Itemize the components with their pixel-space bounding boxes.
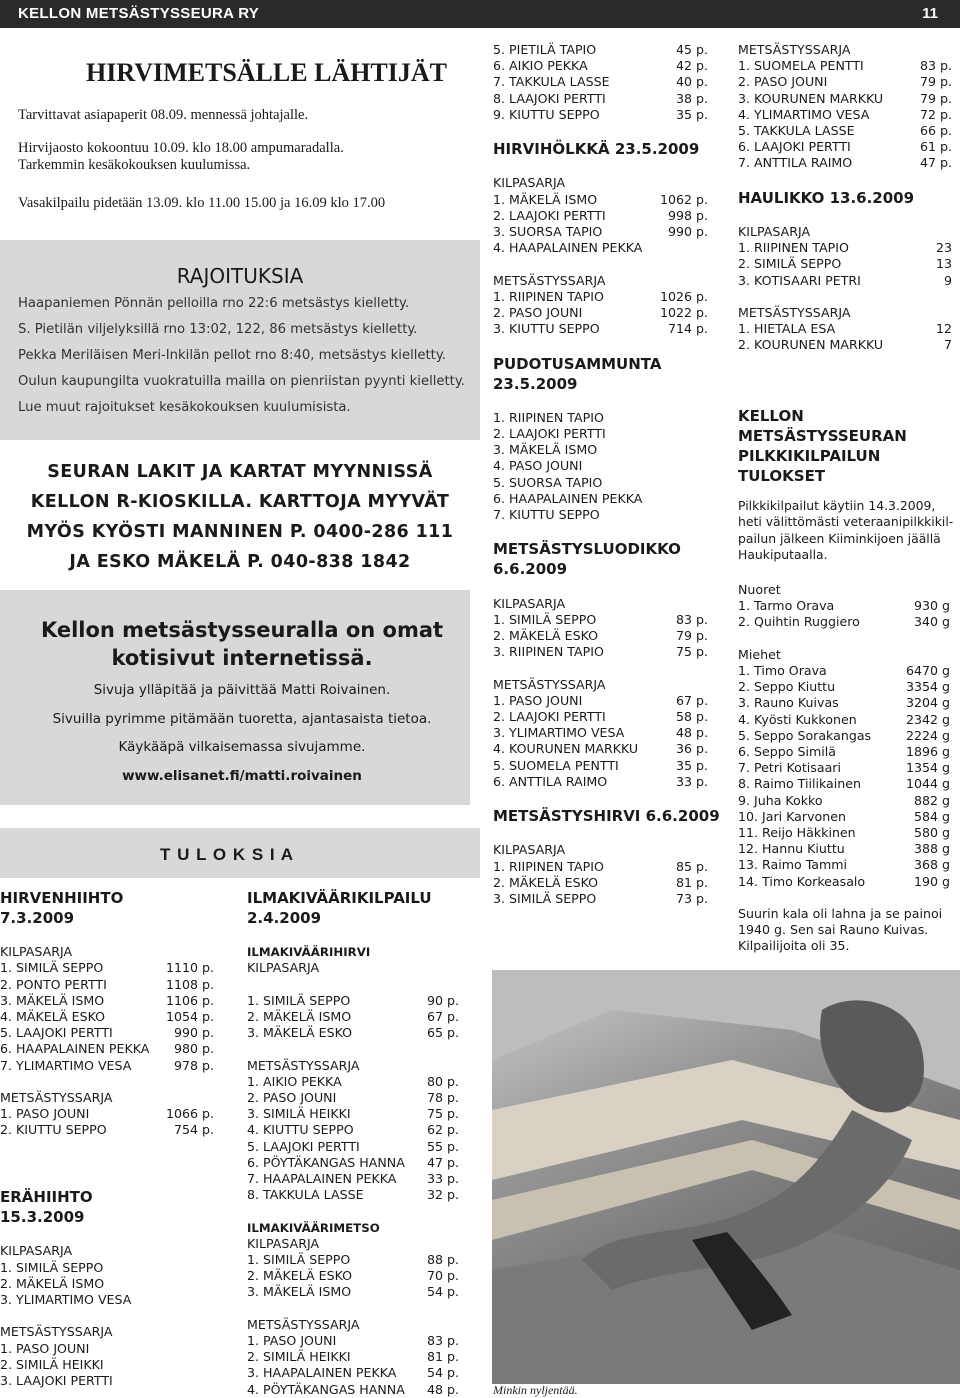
ice-footer-line: 1940 g. Sen sai Rauno Kuivas.: [738, 922, 929, 938]
restriction-line: S. Pietilän viljelyksillä rno 13:02, 122, 86 metsästys kielletty.: [18, 322, 418, 337]
result-name: 1. RIIPINEN TAPIO: [493, 858, 604, 874]
result-value: 1026 p.: [659, 288, 708, 304]
result-name: 1. AIKIO PEKKA: [247, 1073, 342, 1089]
result-name: 1. SIMILÄ SEPPO: [0, 1259, 104, 1275]
hunters-title: HIRVIMETSÄLLE LÄHTIJÄT: [86, 58, 448, 87]
sale-line: MYÖS KYÖSTI MANNINEN P. 0400-286 111: [26, 522, 454, 542]
result-value: 33 p.: [675, 773, 708, 789]
result-value: 47 p.: [426, 1154, 459, 1170]
result-name: 1. PASO JOUNI: [0, 1106, 90, 1122]
result-name: 1. SIMILÄ SEPPO: [0, 960, 104, 976]
result-name: 6. HAAPALAINEN PEKKA: [493, 490, 643, 506]
result-name: 1. RIIPINEN TAPIO: [493, 288, 604, 304]
result-value: 54 p.: [426, 1365, 459, 1381]
section-heading: 23.5.2009: [493, 374, 578, 393]
series-label: METSÄSTYSSARJA: [0, 1324, 113, 1340]
result-value: 48 p.: [426, 1381, 459, 1397]
sale-line: KELLON R-KIOSKILLA. KARTTOJA MYYVÄT: [30, 492, 450, 512]
restriction-line: Lue muut rajoitukset kesäkokouksen kuulumisista.: [18, 400, 351, 415]
result-value: 67 p.: [675, 692, 708, 708]
ice-result-weight: 930 g: [913, 598, 950, 614]
result-name: 3. MÄKELÄ ISMO: [247, 1284, 352, 1300]
result-value: 990 p.: [173, 1025, 214, 1041]
section-heading: HAULIKKO 13.6.2009: [738, 188, 915, 207]
ice-result-weight: 2224 g: [905, 727, 950, 743]
ice-title: KELLON: [738, 407, 804, 425]
result-name: 3. YLIMARTIMO VESA: [0, 1292, 132, 1307]
result-value: 75 p.: [426, 1106, 459, 1122]
result-value: 1054 p.: [165, 1009, 214, 1024]
result-name: 1. RIIPINEN TAPIO: [738, 240, 849, 256]
ice-result-weight: 584 g: [913, 808, 950, 824]
result-value: 80 p.: [426, 1073, 459, 1089]
result-name: 2. PASO JOUNI: [247, 1090, 337, 1105]
result-value: 55 p.: [426, 1138, 459, 1154]
hunters-line-4: Vasakilpailu pidetään 13.09. klo 11.00 15.00 ja 16.09 klo 17.00: [18, 195, 386, 211]
result-value: 1022 p.: [659, 305, 708, 320]
ice-result-weight: 1354 g: [905, 760, 950, 776]
result-value: 33 p.: [426, 1171, 459, 1186]
section-heading: HIRVIHÖLKKÄ 23.5.2009: [493, 140, 700, 159]
result-value: 67 p.: [426, 1009, 459, 1024]
result-name: 1. SUOMELA PENTTI: [738, 58, 864, 74]
result-value: 1066 p.: [165, 1106, 214, 1122]
header-title: KELLON METSÄSTYSSEURA RY: [18, 5, 260, 22]
restriction-line: Haapaniemen Pönnän pelloilla rno 22:6 metsästys kielletty.: [18, 296, 410, 311]
result-value: 79 p.: [919, 90, 952, 106]
result-name: 3. SIMILÄ SEPPO: [493, 891, 597, 906]
result-name: 5. PIETILÄ TAPIO: [493, 42, 597, 57]
result-name: 6. PÖYTÄKANGAS HANNA: [247, 1154, 405, 1170]
restriction-line: Oulun kaupungilta vuokratuilla mailla on pienriistan pyynti kielletty.: [18, 374, 465, 389]
result-value: 1106 p.: [165, 992, 214, 1008]
ice-result-weight: 190 g: [913, 873, 950, 889]
result-name: 7. KIUTTU SEPPO: [493, 507, 600, 522]
result-value: 78 p.: [426, 1090, 459, 1105]
result-name: 7. TAKKULA LASSE: [493, 74, 610, 90]
website-title: Kellon metsästysseuralla on omat: [40, 618, 444, 642]
website-line: Sivuja ylläpitää ja päivittää Matti Roivainen.: [93, 682, 391, 698]
result-value: 47 p.: [919, 155, 952, 171]
result-name: 1. PASO JOUNI: [493, 692, 583, 708]
result-value: 1108 p.: [165, 976, 214, 992]
section-heading: ILMAKIVÄÄRIKILPAILU: [247, 889, 432, 907]
result-value: 45 p.: [675, 42, 708, 57]
website-title: kotisivut internetissä.: [111, 646, 373, 670]
result-name: 8. LAAJOKI PERTTI: [493, 90, 606, 106]
series-label: KILPASARJA: [247, 1235, 320, 1251]
ice-footer-line: Kilpailijoita oli 35.: [738, 938, 850, 954]
result-value: 62 p.: [426, 1122, 459, 1138]
result-value: 66 p.: [919, 123, 952, 138]
result-value: 980 p.: [173, 1041, 214, 1057]
result-name: 3. KIUTTU SEPPO: [493, 321, 600, 337]
series-label: METSÄSTYSSARJA: [738, 42, 851, 57]
result-value: 61 p.: [919, 139, 952, 155]
result-value: 70 p.: [426, 1268, 459, 1284]
result-name: 5. LAAJOKI PERTTI: [0, 1025, 113, 1041]
result-value: 1110 p.: [165, 960, 214, 976]
restriction-line: Pekka Meriläisen Meri-Inkilän pellot rno 8:40, metsästys kielletty.: [18, 348, 446, 363]
result-name: 3. YLIMARTIMO VESA: [493, 725, 625, 741]
series-label: METSÄSTYSSARJA: [247, 1316, 360, 1332]
ice-result-name: 2. Quihtin Ruggiero: [738, 614, 860, 630]
result-name: 4. PASO JOUNI: [493, 458, 583, 474]
result-name: 3. MÄKELÄ ESKO: [247, 1025, 353, 1041]
result-name: 3. SIMILÄ HEIKKI: [247, 1106, 351, 1122]
result-name: 2. LAAJOKI PERTTI: [493, 207, 606, 223]
result-value: 42 p.: [675, 58, 708, 74]
photo-caption: Minkin nyljentää.: [493, 1383, 578, 1397]
ice-fishing-section: [738, 406, 960, 486]
result-name: 4. HAAPALAINEN PEKKA: [493, 240, 643, 256]
result-value: 75 p.: [675, 644, 708, 660]
result-name: 5. TAKKULA LASSE: [738, 123, 855, 138]
result-value: 58 p.: [675, 709, 708, 724]
website-line: Käykääpä vilkaisemassa sivujamme.: [118, 739, 366, 755]
section-heading: METSÄSTYSHIRVI 6.6.2009: [493, 807, 720, 826]
series-label: ILMAKIVÄÄRIMETSO: [247, 1220, 380, 1235]
result-name: 4. YLIMARTIMO VESA: [738, 106, 870, 122]
result-name: 2. MÄKELÄ ESKO: [493, 874, 599, 890]
men-label: Miehet: [738, 646, 781, 662]
result-value: 85 p.: [675, 858, 708, 874]
series-label: METSÄSTYSSARJA: [493, 272, 606, 288]
result-value: 83 p.: [426, 1333, 459, 1348]
ice-title: TULOKSET: [738, 467, 826, 485]
result-name: 2. SIMILÄ SEPPO: [738, 256, 842, 272]
result-value: 754 p.: [173, 1122, 214, 1138]
series-label: KILPASARJA: [738, 224, 811, 239]
result-value: 1062 p.: [659, 191, 708, 207]
ice-result-weight: 882 g: [913, 792, 950, 808]
result-name: 1. PASO JOUNI: [0, 1340, 90, 1356]
result-name: 2. SIMILÄ HEIKKI: [247, 1349, 351, 1365]
ice-result-name: 5. Seppo Sorakangas: [738, 727, 872, 743]
result-name: 3. KOTISAARI PETRI: [738, 272, 861, 288]
result-name: 2. PASO JOUNI: [493, 305, 583, 320]
result-name: 7. ANTTILA RAIMO: [738, 155, 853, 171]
series-label: KILPASARJA: [493, 842, 566, 858]
series-label: KILPASARJA: [247, 960, 320, 976]
ice-result-weight: 2342 g: [905, 711, 950, 727]
result-name: 6. ANTTILA RAIMO: [493, 773, 608, 789]
result-name: 6. HAAPALAINEN PEKKA: [0, 1041, 150, 1057]
result-value: 978 p.: [173, 1057, 214, 1073]
result-name: 4. KIUTTU SEPPO: [247, 1122, 354, 1138]
series-label: METSÄSTYSSARJA: [0, 1090, 113, 1105]
result-value: 72 p.: [919, 106, 952, 122]
restrictions-title: RAJOITUKSIA: [176, 264, 304, 288]
ice-intro-line: heti välittömästi veteraanipilkkikil-: [738, 514, 954, 530]
section-heading: PUDOTUSAMMUNTA: [493, 354, 662, 373]
result-value: 38 p.: [675, 90, 708, 106]
result-value: 12: [935, 321, 952, 337]
ice-result-name: 9. Juha Kokko: [738, 792, 823, 808]
ice-result-name: 4. Kyösti Kukkonen: [738, 711, 857, 727]
result-name: 4. MÄKELÄ ESKO: [0, 1009, 106, 1024]
section-heading: HIRVENHIIHTO: [0, 889, 124, 907]
hunters-line-3: Tarkemmin kesäkokouksen kuulumissa.: [18, 157, 251, 173]
result-value: 73 p.: [675, 891, 708, 906]
series-label: KILPASARJA: [0, 944, 73, 960]
hunters-line-2: Hirvijaosto kokoontuu 10.09. klo 18.00 ampumaradalla.: [18, 140, 344, 156]
result-name: 2. MÄKELÄ ISMO: [0, 1275, 105, 1291]
result-value: 990 p.: [667, 224, 708, 239]
series-label: METSÄSTYSSARJA: [247, 1057, 360, 1073]
ice-result-weight: 3204 g: [905, 695, 950, 711]
result-name: 2. MÄKELÄ ESKO: [247, 1268, 353, 1284]
juniors-label: Nuoret: [738, 582, 781, 597]
ice-intro-line: Pilkkikilpailut käytiin 14.3.2009,: [738, 498, 936, 513]
result-name: 6. LAAJOKI PERTTI: [738, 139, 851, 155]
section-heading: 6.6.2009: [493, 560, 568, 579]
result-name: 3. HAAPALAINEN PEKKA: [247, 1365, 397, 1381]
ice-title: PILKKIKILPAILUN: [738, 447, 881, 465]
page-number: 11: [922, 5, 938, 22]
result-name: 2. PONTO PERTTI: [0, 976, 107, 992]
result-value: 48 p.: [675, 725, 708, 741]
ice-result-weight: 580 g: [913, 825, 950, 840]
result-name: 7. HAAPALAINEN PEKKA: [247, 1171, 397, 1186]
section-heading: ERÄHIIHTO: [0, 1188, 93, 1207]
series-label: METSÄSTYSSARJA: [493, 676, 606, 692]
ice-result-weight: 1896 g: [905, 744, 950, 759]
sale-line: JA ESKO MÄKELÄ P. 040-838 1842: [69, 552, 411, 572]
ice-result-weight: 6470 g: [905, 663, 950, 678]
ice-footer-line: Suurin kala oli lahna ja se painoi: [738, 906, 943, 921]
series-label: KILPASARJA: [493, 595, 566, 611]
ice-result-weight: 3354 g: [905, 679, 950, 695]
ice-intro-line: Haukiputaalla.: [738, 546, 828, 562]
result-name: 5. SUORSA TAPIO: [493, 474, 603, 490]
result-name: 4. KOURUNEN MARKKU: [493, 741, 639, 757]
series-label: ILMAKIVÄÄRIHIRVI: [247, 945, 371, 960]
series-label: KILPASARJA: [493, 175, 566, 191]
ice-result-weight: 1044 g: [905, 776, 950, 792]
ice-result-name: 2. Seppo Kiuttu: [738, 679, 836, 695]
ice-result-name: 12. Hannu Kiuttu: [738, 841, 845, 857]
result-name: 7. YLIMARTIMO VESA: [0, 1057, 132, 1073]
result-name: 3. KOURUNEN MARKKU: [738, 90, 884, 106]
result-value: 32 p.: [426, 1187, 459, 1203]
restrictions-box: [0, 240, 480, 440]
result-value: 79 p.: [675, 628, 708, 643]
ice-result-name: 7. Petri Kotisaari: [738, 760, 841, 776]
results-title: T U L O K S I A: [160, 845, 295, 864]
result-name: 2. LAAJOKI PERTTI: [493, 426, 606, 441]
result-value: 65 p.: [426, 1025, 459, 1041]
hunters-line-1: Tarvittavat asiapaperit 08.09. mennessä johtajalle.: [18, 107, 309, 123]
result-value: 35 p.: [675, 106, 708, 122]
ice-result-weight: 388 g: [913, 841, 950, 857]
result-value: 23: [935, 240, 952, 256]
ice-result-name: 1. Timo Orava: [738, 663, 827, 678]
result-value: 9: [943, 272, 952, 288]
ice-result-name: 6. Seppo Similä: [738, 744, 836, 759]
result-value: 36 p.: [675, 741, 708, 757]
result-name: 1. HIETALA ESA: [738, 321, 836, 337]
result-name: 2. MÄKELÄ ESKO: [493, 628, 599, 643]
page-header: [0, 0, 960, 28]
result-value: 7: [943, 337, 952, 353]
result-name: 2. SIMILÄ HEIKKI: [0, 1356, 104, 1372]
result-name: 3. MÄKELÄ ISMO: [0, 992, 105, 1008]
ice-result-weight: 368 g: [913, 857, 950, 873]
website-line: Sivuilla pyrimme pitämään tuoretta, ajantasaista tietoa.: [52, 711, 432, 727]
ice-intro-line: pailun jälkeen Kiiminkijoen jäällä: [738, 530, 941, 546]
result-name: 5. LAAJOKI PERTTI: [247, 1138, 360, 1154]
series-label: KILPASARJA: [0, 1243, 73, 1259]
result-name: 3. LAAJOKI PERTTI: [0, 1373, 113, 1388]
result-name: 3. RIIPINEN TAPIO: [493, 644, 604, 660]
result-name: 8. TAKKULA LASSE: [247, 1187, 364, 1203]
ice-title: METSÄSTYSSEURAN: [738, 427, 907, 445]
result-name: 2. PASO JOUNI: [738, 74, 828, 90]
result-name: 2. KIUTTU SEPPO: [0, 1122, 107, 1138]
photo-illustration: [492, 970, 960, 1384]
ice-result-name: 10. Jari Karvonen: [738, 808, 846, 824]
result-name: 9. KIUTTU SEPPO: [493, 106, 600, 122]
result-value: 79 p.: [919, 74, 952, 90]
result-value: 83 p.: [919, 58, 952, 74]
result-name: 1. SIMILÄ SEPPO: [493, 611, 597, 627]
result-value: 40 p.: [675, 74, 708, 90]
section-heading: 2.4.2009: [247, 909, 322, 927]
result-name: 1. PASO JOUNI: [247, 1333, 337, 1348]
website-url[interactable]: www.elisanet.fi/matti.roivainen: [122, 768, 362, 784]
series-label: METSÄSTYSSARJA: [738, 305, 851, 320]
ice-result-name: 8. Raimo Tiilikainen: [738, 776, 861, 792]
result-value: 54 p.: [426, 1284, 459, 1300]
result-name: 6. AIKIO PEKKA: [493, 58, 588, 74]
ice-result-name: 11. Reijo Häkkinen: [738, 825, 856, 840]
ice-result-weight: 340 g: [913, 614, 950, 630]
result-name: 1. RIIPINEN TAPIO: [493, 409, 604, 425]
result-name: 4. PÖYTÄKANGAS HANNA: [247, 1381, 405, 1397]
result-name: 1. SIMILÄ SEPPO: [247, 992, 351, 1008]
result-value: 81 p.: [675, 874, 708, 890]
ice-result-name: 14. Timo Korkeasalo: [738, 873, 866, 889]
result-name: 3. MÄKELÄ ISMO: [493, 442, 598, 458]
section-heading: 7.3.2009: [0, 909, 75, 927]
ice-intro: [738, 498, 953, 563]
section-heading: METSÄSTYSLUODIKKO: [493, 540, 681, 559]
result-name: 2. KOURUNEN MARKKU: [738, 337, 884, 353]
result-name: 1. SIMILÄ SEPPO: [247, 1252, 351, 1267]
ice-result-name: 13. Raimo Tammi: [738, 857, 848, 873]
section-heading: 15.3.2009: [0, 1208, 85, 1227]
ice-result-name: 1. Tarmo Orava: [738, 598, 835, 614]
result-value: 35 p.: [675, 757, 708, 773]
skinning-mink-photo: [492, 970, 960, 1384]
result-name: 2. MÄKELÄ ISMO: [247, 1009, 352, 1024]
results-banner: [0, 828, 480, 878]
result-value: 998 p.: [667, 207, 708, 223]
result-value: 714 p.: [667, 321, 708, 337]
sale-line: SEURAN LAKIT JA KARTAT MYYNNISSÄ: [47, 462, 433, 482]
result-name: 1. MÄKELÄ ISMO: [493, 191, 598, 207]
result-value: 83 p.: [675, 611, 708, 627]
result-name: 5. SUOMELA PENTTI: [493, 757, 619, 773]
website-box: [0, 590, 470, 805]
result-name: 3. SUORSA TAPIO: [493, 224, 603, 239]
result-value: 90 p.: [426, 992, 459, 1008]
result-value: 13: [935, 256, 952, 272]
result-value: 81 p.: [426, 1349, 459, 1365]
ice-result-name: 3. Rauno Kuivas: [738, 695, 839, 711]
result-name: 2. LAAJOKI PERTTI: [493, 709, 606, 724]
result-value: 88 p.: [426, 1252, 459, 1267]
